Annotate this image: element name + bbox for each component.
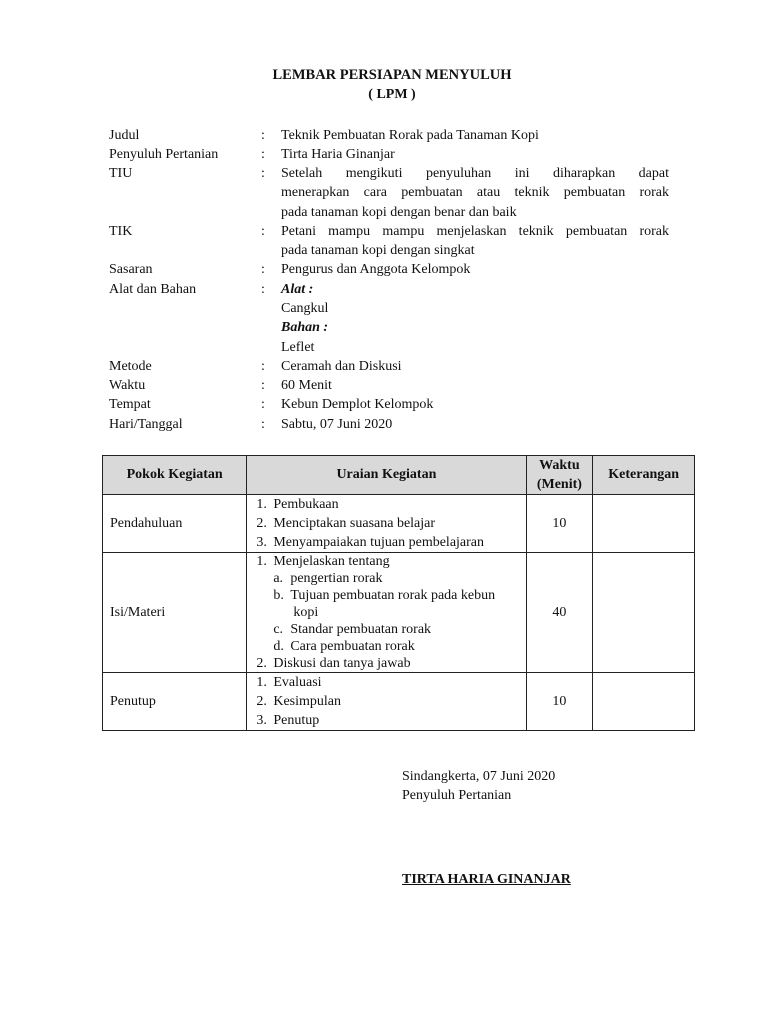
info-label: Metode <box>109 359 152 374</box>
header-pokok-kegiatan: Pokok Kegiatan <box>103 456 247 495</box>
uraian-list <box>247 553 525 672</box>
header-waktu <box>526 456 593 495</box>
waktu-cell: 10 <box>526 495 593 553</box>
signature-name: TIRTA HARIA GINANJAR <box>402 872 571 887</box>
keterangan-cell <box>593 673 695 731</box>
info-label: Tempat <box>109 397 151 412</box>
document-subtitle: ( LPM ) <box>368 87 416 102</box>
uraian-cell <box>247 495 526 553</box>
sub-list-item: d. Cara pembuatan rorak <box>273 639 415 654</box>
pokok-kegiatan-cell: Isi/Materi <box>103 553 247 673</box>
info-label: Sasaran <box>109 262 153 277</box>
info-value: Teknik Pembuatan Rorak pada Tanaman Kopi <box>281 128 539 143</box>
info-colon: : <box>261 224 265 239</box>
bahan-value: Leflet <box>281 340 315 355</box>
info-label: Alat dan Bahan <box>109 282 197 297</box>
uraian-list <box>247 495 525 552</box>
info-colon: : <box>261 282 265 297</box>
info-label: Hari/Tanggal <box>109 417 183 432</box>
info-value-line: Petani mampu mampu menjelaskan teknik pembuatan rorak <box>281 224 669 239</box>
keterangan-cell <box>593 553 695 673</box>
bahan-heading: Bahan : <box>281 320 329 335</box>
list-item: 1. Pembukaan <box>256 497 339 512</box>
info-value: Ceramah dan Diskusi <box>281 359 402 374</box>
alat-heading: Alat : <box>281 282 314 297</box>
list-item: 2. Menciptakan suasana belajar <box>256 516 436 531</box>
document-title: LEMBAR PERSIAPAN MENYULUH <box>272 67 512 83</box>
header-waktu-line2: (Menit) <box>536 477 582 492</box>
activity-table <box>102 455 695 731</box>
list-item: 3. Menyampaiakan tujuan pembelajaran <box>256 535 485 550</box>
info-value-line: pada tanaman kopi dengan benar dan baik <box>281 205 517 220</box>
waktu-cell: 40 <box>526 553 593 673</box>
sub-list-item: b. Tujuan pembuatan rorak pada kebun <box>273 588 496 603</box>
header-keterangan: Keterangan <box>593 456 695 495</box>
info-label: Penyuluh Pertanian <box>109 147 219 162</box>
info-colon: : <box>261 147 265 162</box>
info-colon: : <box>261 128 265 143</box>
info-colon: : <box>261 262 265 277</box>
info-label: Waktu <box>109 378 146 393</box>
info-colon: : <box>261 359 265 374</box>
info-value: 60 Menit <box>281 378 332 393</box>
header-waktu-line1: Waktu <box>539 458 580 473</box>
list-item: 3. Penutup <box>256 713 320 728</box>
uraian-list <box>247 673 525 730</box>
pokok-kegiatan-cell: Pendahuluan <box>103 495 247 553</box>
info-value: Tirta Haria Ginanjar <box>281 147 395 162</box>
signature-role: Penyuluh Pertanian <box>402 788 512 803</box>
uraian-cell <box>247 553 526 673</box>
list-item: 2. Diskusi dan tanya jawab <box>256 656 411 671</box>
info-label: TIK <box>109 224 133 239</box>
uraian-cell <box>247 673 526 731</box>
table-row <box>103 553 695 673</box>
info-value-line: pada tanaman kopi dengan singkat <box>281 243 475 258</box>
list-item: 1. Evaluasi <box>256 675 322 690</box>
info-colon: : <box>261 378 265 393</box>
sub-list-item: a. pengertian rorak <box>273 571 383 586</box>
info-value-line: menerapkan cara pembuatan atau teknik pembuatan rorak <box>281 185 669 200</box>
info-colon: : <box>261 397 265 412</box>
sub-list-item-continuation: kopi <box>293 605 319 620</box>
info-label: TIU <box>109 166 133 181</box>
table-header-row <box>103 456 695 495</box>
info-value: Kebun Demplot Kelompok <box>281 397 434 412</box>
info-value: Pengurus dan Anggota Kelompok <box>281 262 471 277</box>
info-value: Sabtu, 07 Juni 2020 <box>281 417 393 432</box>
keterangan-cell <box>593 495 695 553</box>
header-uraian-kegiatan: Uraian Kegiatan <box>247 456 526 495</box>
info-colon: : <box>261 166 265 181</box>
list-item: 1. Menjelaskan tentang <box>256 554 390 569</box>
info-label: Judul <box>109 128 140 143</box>
alat-value: Cangkul <box>281 301 329 316</box>
list-item: 2. Kesimpulan <box>256 694 341 709</box>
signature-place-date: Sindangkerta, 07 Juni 2020 <box>402 769 556 784</box>
info-colon: : <box>261 417 265 432</box>
pokok-kegiatan-cell: Penutup <box>103 673 247 731</box>
info-value-line: Setelah mengikuti penyuluhan ini diharapkan dapat <box>281 166 669 181</box>
waktu-cell: 10 <box>526 673 593 731</box>
table-row <box>103 673 695 731</box>
table-row <box>103 495 695 553</box>
sub-list-item: c. Standar pembuatan rorak <box>273 622 432 637</box>
